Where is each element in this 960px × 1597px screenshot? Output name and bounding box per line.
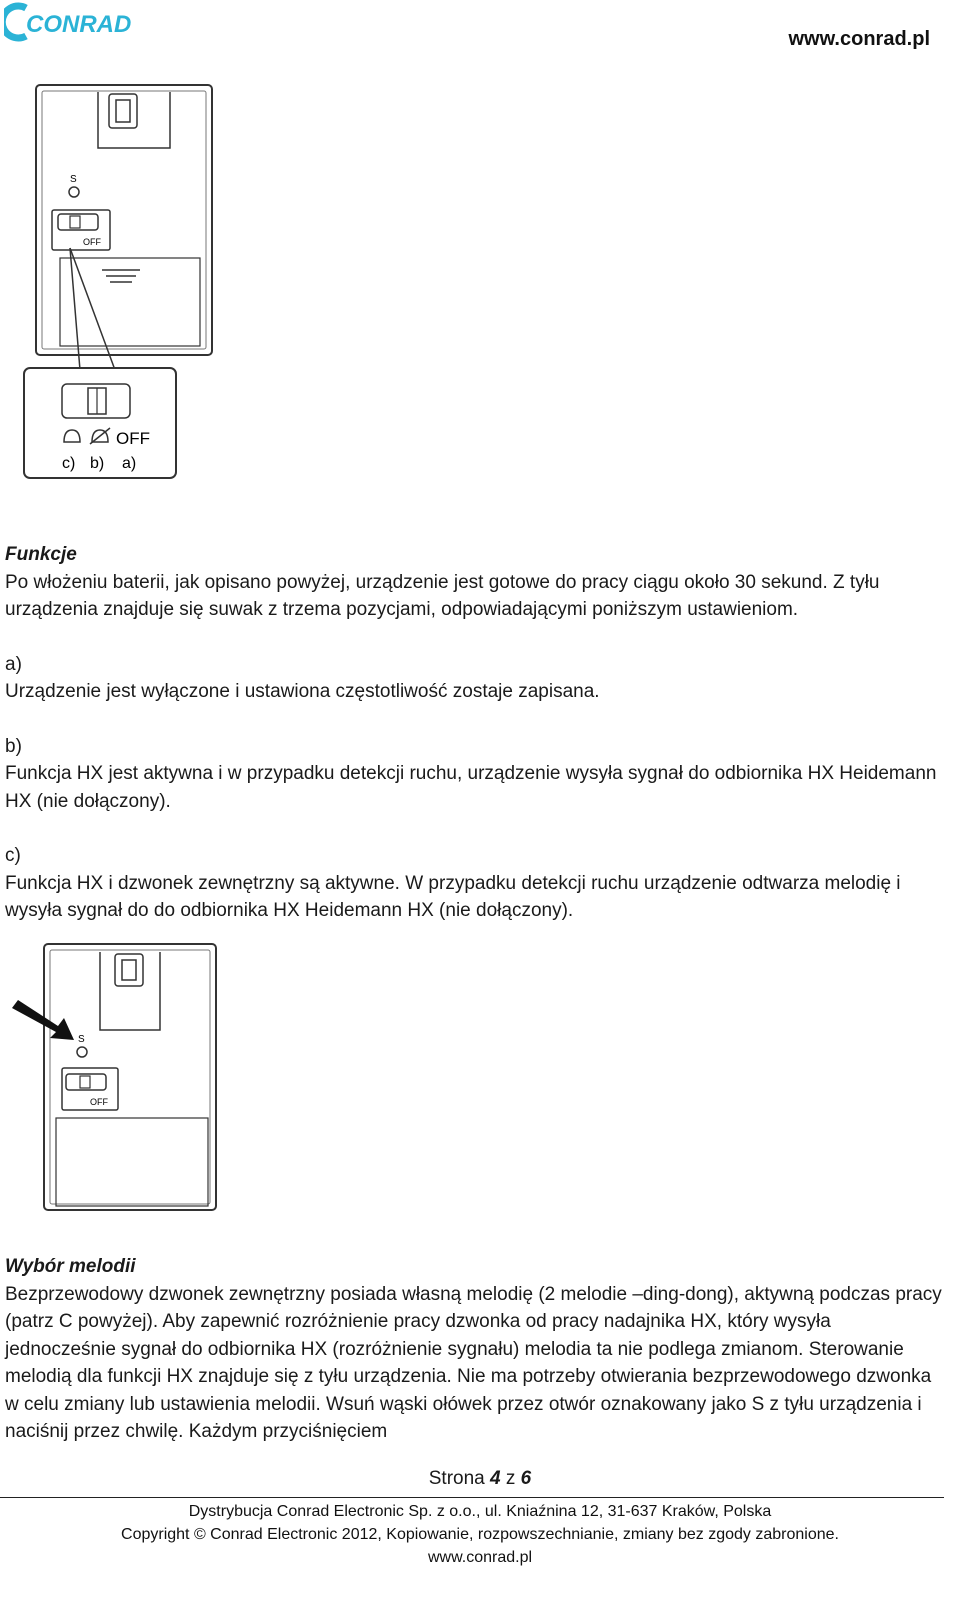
svg-text:OFF: OFF [90,1097,108,1107]
device-s-button-figure [8,940,223,1215]
item-b-text: Funkcja HX jest aktywna i w przypadku detekcji ruchu, urządzenie wysyła sygnał do odbiornika HX Heidemann HX (nie dołączony). [5,763,937,812]
position-a-label: a) [122,455,137,472]
footer-divider [0,1497,944,1498]
s-label: S [78,1034,85,1045]
zoom-off-label: OFF [116,429,150,448]
page-number: Strona 4 z 6 [428,1468,532,1489]
melodia-text: Bezprzewodowy dzwonek zewnętrzny posiada własną melodię (2 melodie –ding-dong), aktywną podczas pracy (patrz C powyżej). Aby zapewnić rozróżnienie pracy dzwonka od pracy nadajnika HX, który wysyła jednocześnie sygnał do odbiornika HX (rozróżnienie sygnału) melodia ta nie podlega zmianom. Sterowanie melodią dla funkcji HX znajduje się z tyłu urządzenia. Nie ma potrzeby otwierania bezprzewodowego dzwonka w celu zmiany lub ustawienia melodii. Wsuń wąski ołówek przez otwór oznakowany jako S z tyłu urządzenia i naciśnij przez chwilę. Każdym przyciśnięciem [5,1283,942,1442]
funkcje-title: Funkcje [5,544,77,565]
melodia-section [5,1253,945,1446]
page-total: 6 [520,1468,532,1489]
footer-url[interactable]: www.conrad.pl [427,1549,533,1566]
s-label: S [70,174,77,185]
funkcje-section [5,541,945,925]
header-url: www.conrad.pl [788,28,930,50]
logo-text: CONRAD [26,11,132,38]
melodia-title: Wybór melodii [5,1256,136,1277]
item-a-label: a) [5,653,22,675]
position-c-label: c) [62,455,76,472]
svg-text:OFF: OFF [83,237,101,247]
item-c-text: Funkcja HX i dzwonek zewnętrzny są aktywne. W przypadku detekcji ruchu urządzenie odtwarza melodię i wysyła sygnał do do odbiornika HX Heidemann HX (nie dołączony). [5,872,901,921]
item-b-label: b) [5,735,22,757]
item-a-text: Urządzenie jest wyłączone i ustawiona częstotliwość zostaje zapisana. [5,681,600,702]
item-c-label: c) [5,845,21,866]
footer-line-1: Dystrybucja Conrad Electronic Sp. z o.o., ul. Kniaźnina 12, 31-637 Kraków, Polska [188,1503,772,1520]
device-back-figure [20,80,220,485]
conrad-logo [4,2,154,42]
funkcje-intro: Po włożeniu baterii, jak opisano powyżej, urządzenie jest gotowe do pracy ciągu około 30 sekund. Z tyłu urządzenia znajduje się suwak z trzema pozycjami, odpowiadającymi poniższym ustawieniom. [5,571,880,620]
position-b-label: b) [90,455,105,472]
page-current: 4 [490,1468,501,1489]
footer-line-2: Copyright © Conrad Electronic 2012, Kopiowanie, rozpowszechnianie, zmiany bez zgody zabronione. [121,1526,839,1543]
